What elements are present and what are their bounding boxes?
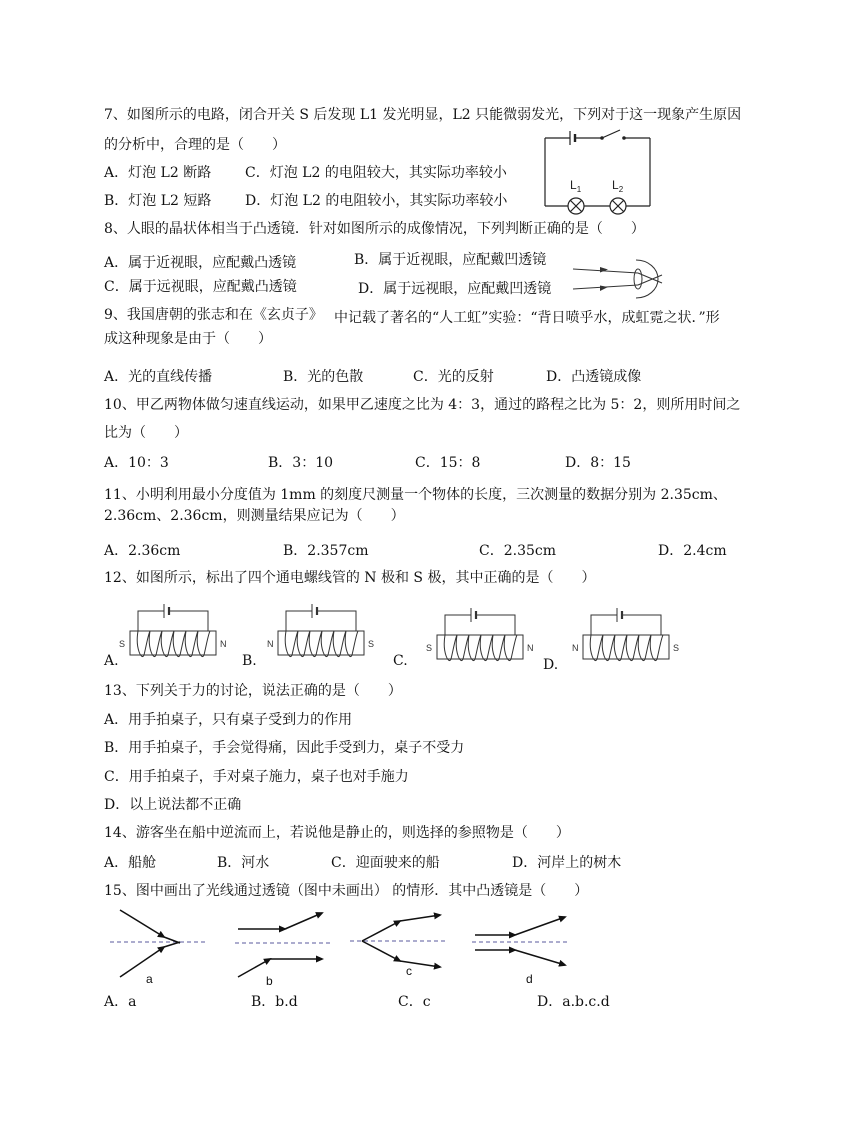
q15-option-a: A．a — [104, 994, 137, 1010]
pole-label-right: S — [368, 639, 375, 649]
q14-option-d: D．河岸上的树木 — [512, 855, 622, 871]
q15-a-ray-out-bottom — [164, 942, 180, 947]
q9-option-a: A．光的直线传播 — [104, 369, 213, 385]
q14-option-c: C．迎面驶来的船 — [331, 855, 440, 871]
q10-option-a: A．10：3 — [104, 455, 169, 471]
pole-label-right: N — [527, 643, 534, 653]
q9-option-d: D．凸透镜成像 — [546, 369, 642, 385]
pole-label-left: S — [426, 643, 433, 653]
q15-fig-label-d: d — [526, 972, 533, 986]
q15-fig-label-a: a — [146, 972, 153, 986]
q12-solenoid-d — [571, 601, 681, 671]
q7-stem-line1: 7、如图所示的电路，闭合开关 S 后发现 L1 发光明显，L2 只能微弱发光，下列对于这一现象产生原因 — [104, 107, 742, 123]
q12-label-c: C. — [393, 653, 408, 669]
q8-stem: 8、人眼的晶状体相当于凸透镜．针对如图所示的成像情况，下列判断正确的是（ ） — [104, 221, 645, 237]
q15-fig-label-c: c — [406, 964, 412, 978]
q14-stem: 14、游客坐在船中逆流而上，若说他是静止的，则选择的参照物是（ ） — [104, 825, 570, 841]
pole-label-left: N — [267, 639, 274, 649]
q12-solenoid-b — [266, 597, 376, 667]
q9-stem-line1b: 中记载了著名的“人工虹”实验：“背日喷乎水，成虹霓之状．”形 — [334, 310, 720, 326]
q13-option-b: B．用手拍桌子，手会觉得痛，因此手受到力，桌子不受力 — [104, 740, 465, 756]
switch-lever — [602, 130, 620, 138]
q11-option-d: D．2.4cm — [658, 543, 727, 559]
q7-option-b: B．灯泡 L2 短路 — [104, 193, 212, 209]
l2-label: L — [612, 178, 619, 192]
q10-stem-line1: 10、甲乙两物体做匀速直线运动，如果甲乙速度之比为 4：3，通过的路程之比为 5：2，则所用时间之 — [104, 397, 741, 413]
q15-c-ray-top-1 — [362, 921, 400, 941]
q12-stem: 12、如图所示，标出了四个通电螺线管的 N 极和 S 极，其中正确的是（ ） — [104, 570, 596, 586]
q11-option-b: B．2.357cm — [283, 543, 369, 559]
q15-option-c: C．c — [398, 994, 431, 1010]
q9-option-b: B．光的色散 — [283, 369, 364, 385]
q15-a-ray-in-bottom — [120, 947, 164, 977]
q12-label-a: A. — [104, 653, 119, 669]
q15-ray-diagrams — [110, 905, 580, 990]
pole-label-right: N — [220, 639, 227, 649]
q15-option-d: D．a.b.c.d — [537, 994, 610, 1010]
q11-option-a: A．2.36cm — [104, 543, 181, 559]
q15-c-ray-top-2 — [400, 915, 440, 921]
q15-a-ray-in-top — [120, 910, 164, 937]
q15-b-ray-out-top — [285, 913, 322, 929]
q7-option-a: A．灯泡 L2 断路 — [104, 165, 212, 181]
svg-text:L2: $L_2$ — [612, 178, 624, 194]
q13-stem: 13、下列关于力的讨论，说法正确的是（ ） — [104, 683, 402, 699]
q10-option-c: C．15：8 — [415, 455, 481, 471]
q13-option-c: C．用手拍桌子，手对桌子施力，桌子也对手施力 — [104, 769, 409, 785]
q12-solenoid-a — [118, 597, 228, 667]
q8-eye-diagram — [568, 256, 678, 302]
q12-label-b: B. — [242, 653, 257, 669]
q7-stem-line2: 的分析中，合理的是（ ） — [104, 137, 286, 153]
q8-option-a: A．属于近视眼，应配戴凸透镜 — [104, 255, 297, 271]
q13-option-a: A．用手拍桌子，只有桌子受到力的作用 — [104, 712, 353, 728]
coil-winding — [444, 635, 517, 661]
q9-stem-line1a: 9、我国唐朝的张志和在《玄贞子》 — [104, 307, 323, 323]
svg-text:L1: $L_1$ — [570, 178, 582, 194]
q11-stem-line2: 2.36cm、2.36cm，则测量结果应记为（ ） — [104, 508, 405, 524]
coil-winding — [590, 635, 663, 661]
q15-d-ray-out-bottom — [515, 950, 565, 965]
q11-option-c: C．2.35cm — [479, 543, 556, 559]
crystalline-lens — [634, 269, 642, 289]
q10-option-b: B．3：10 — [268, 455, 334, 471]
q12-solenoid-c — [425, 601, 535, 671]
q8-option-c: C．属于远视眼，应配戴凸透镜 — [104, 279, 297, 295]
q7-option-c: C．灯泡 L2 的电阻较大，其实际功率较小 — [245, 165, 507, 181]
q15-d-ray-out-top — [515, 917, 565, 935]
q8-option-b: B．属于近视眼，应配戴凹透镜 — [354, 252, 547, 268]
q7-circuit-diagram — [540, 126, 655, 221]
q11-stem-line1: 11、小明利用最小分度值为 1mm 的刻度尺测量一个物体的长度，三次测量的数据分别为 2.35cm、 — [104, 487, 727, 503]
q14-option-b: B．河水 — [217, 855, 270, 871]
pole-label-right: S — [673, 643, 680, 653]
q15-option-b: B．b.d — [251, 994, 298, 1010]
l1-label: L — [570, 178, 577, 192]
q13-option-d: D．以上说法都不正确 — [104, 797, 242, 813]
coil-winding — [137, 631, 210, 657]
q10-option-d: D．8：15 — [565, 455, 631, 471]
eyeball-outline — [636, 260, 658, 298]
q9-stem-line2: 成这种现象是由于（ ） — [104, 331, 272, 347]
q8-option-d: D．属于远视眼，应配戴凹透镜 — [358, 281, 552, 297]
coil-winding — [285, 631, 358, 657]
q15-stem: 15、图中画出了光线通过透镜（图中未画出） 的情形．其中凸透镜是（ ） — [104, 883, 589, 899]
pole-label-left: N — [572, 643, 579, 653]
q7-option-d: D．灯泡 L2 的电阻较小，其实际功率较小 — [245, 193, 508, 209]
q12-label-d: D. — [543, 657, 559, 673]
q9-option-c: C．光的反射 — [413, 369, 494, 385]
q14-option-a: A．船舱 — [104, 855, 157, 871]
q10-stem-line2: 比为（ ） — [104, 425, 188, 441]
pole-label-left: S — [119, 639, 126, 649]
q15-c-ray-bottom-1 — [362, 941, 400, 961]
q15-fig-label-b: b — [266, 974, 273, 988]
